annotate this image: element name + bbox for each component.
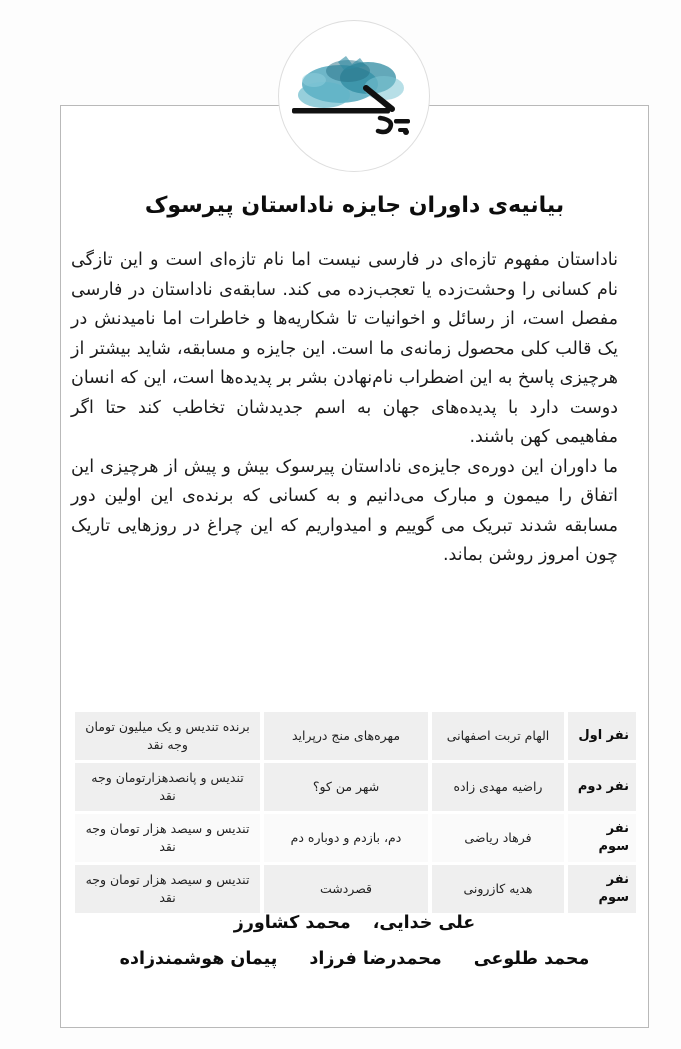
signature-name: محمد طلوعی (473, 949, 590, 969)
work-title-cell: شهر من کو؟ (264, 763, 428, 811)
author-cell: الهام تربت اصفهانی (432, 712, 564, 760)
table-row (75, 814, 636, 862)
author-cell: هدیه کازرونی (432, 865, 564, 913)
watercolor-cloud-icon (298, 56, 404, 108)
signature-row (61, 941, 648, 977)
author-cell: فرهاد ریاضی (432, 814, 564, 862)
statement-paragraph: ناداستان مفهوم تازه‌ای در فارسی نیست اما نام تازه‌ای است و این تازگی نام کسانی را وحشت‌زده یا تعجب‌زده می کند. سابقه‌ی ناداستان در فارسی مفصل است، از رسائل و اخوانیات تا شکاریه‌ها و خاطرات اما نامیدنش در یک قالب کلی محصول زمانه‌ی ما است. این جایزه و مسابقه، شاید بیشتر از هرچیزی پاسخ به این اضطراب نام‌نهادن بشر بر پدیده‌ها است، این که انسان دوست دارد با پدیده‌های جهان به اسم جدیدشان تخاطب کند حتا اگر مفاهیمی کهن باشند. (71, 250, 618, 447)
jury-signatures (61, 905, 648, 977)
document-card-border (60, 105, 649, 1028)
prize-cell: تندیس و پانصدهزارتومان وجه نقد (75, 763, 260, 811)
rank-cell: نفر سوم (568, 814, 636, 862)
table-row (75, 763, 636, 811)
signature-row (61, 905, 648, 941)
prize-cell: تندیس و سیصد هزار تومان وجه نقد (75, 814, 260, 862)
signature-name: محمدرضا فرزاد (309, 949, 442, 969)
signature-name: علی خدایی، (372, 913, 476, 933)
rank-cell: نفر اول (568, 712, 636, 760)
pirsook-logo-art (280, 22, 428, 170)
winners-table-wrap (71, 709, 640, 916)
winners-table (71, 709, 640, 916)
work-title-cell: مهره‌های منج درپراید (264, 712, 428, 760)
prize-cell: تندیس و سیصد هزار تومان وجه نقد (75, 865, 260, 913)
prize-cell: برنده تندیس و یک میلیون تومان وجه نقد (75, 712, 260, 760)
table-row (75, 712, 636, 760)
signature-name: پیمان هوشمندزاده (119, 949, 278, 969)
author-cell: راضیه مهدی زاده (432, 763, 564, 811)
pirsook-logo (278, 20, 430, 172)
rank-cell: نفر سوم (568, 865, 636, 913)
rank-cell: نفر دوم (568, 763, 636, 811)
statement-paragraph: ما داوران این دوره‌ی جایزه‌ی ناداستان پیرسوک بیش و پیش از هرچیزی این اتفاق را میمون و مبارک می‌دانیم و به کسانی که برنده‌ی این اولین دور مسابقه شدند تبریک می گوییم و امیدواریم که این چراغ در روزهایی تاریک چون امروز روشن بماند. (71, 456, 618, 565)
signature-name: محمد کشاورز (233, 913, 351, 933)
page-title: بیانیه‌ی داوران جایزه ناداستان پیرسوک (144, 192, 565, 218)
work-title-cell: دم، بازدم و دوباره دم (264, 814, 428, 862)
statement-body (71, 246, 618, 571)
work-title-cell: قصردشت (264, 865, 428, 913)
